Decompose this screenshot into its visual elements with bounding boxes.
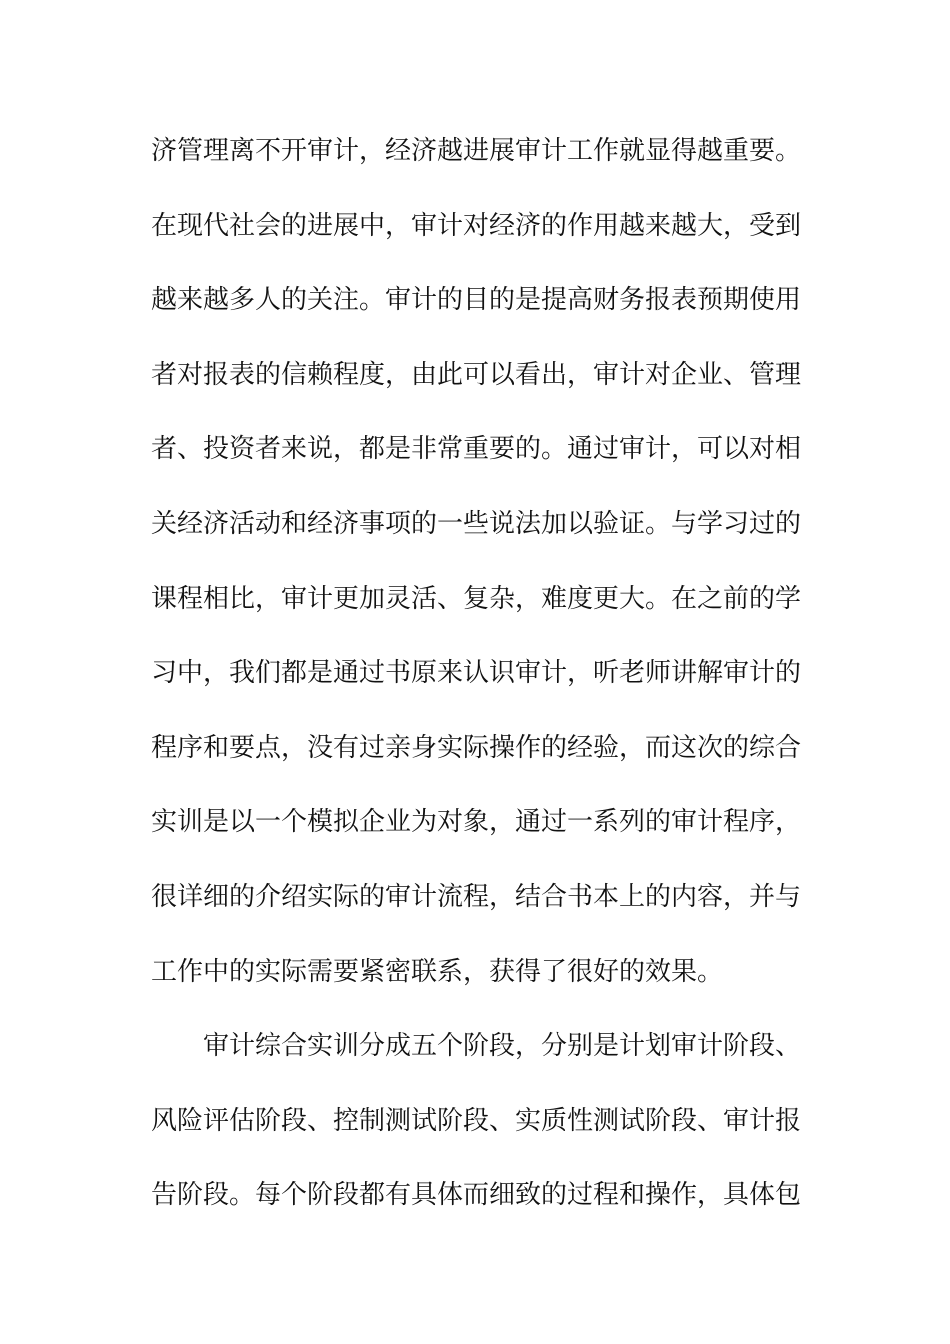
text-line: 工作中的实际需要紧密联系，获得了很好的效果。 [151,956,724,987]
text-line: 越来越多人的关注。审计的目的是提高财务报表预期使用 [151,285,802,316]
paragraph-start-line: 审计综合实训分成五个阶段，分别是计划审计阶段、 [203,1031,802,1062]
text-line: 风险评估阶段、控制测试阶段、实质性测试阶段、审计报 [151,1105,802,1136]
text-line: 课程相比，审计更加灵活、复杂，难度更大。在之前的学 [151,583,802,614]
text-line: 程序和要点，没有过亲身实际操作的经验，而这次的综合 [151,732,802,763]
body-text [151,128,801,1247]
text-line: 告阶段。每个阶段都有具体而细致的过程和操作，具体包 [151,1180,802,1211]
text-line: 实训是以一个模拟企业为对象，通过一系列的审计程序， [151,807,802,838]
text-line: 者对报表的信赖程度，由此可以看出，审计对企业、管理 [151,359,802,390]
text-line: 关经济活动和经济事项的一些说法加以验证。与学习过的 [151,508,802,539]
text-line: 习中，我们都是通过书原来认识审计，听老师讲解审计的 [151,658,802,689]
text-line: 在现代社会的进展中，审计对经济的作用越来越大，受到 [151,210,802,241]
text-line: 者、投资者来说，都是非常重要的。通过审计，可以对相 [151,434,802,465]
text-line: 济管理离不开审计，经济越进展审计工作就显得越重要。 [151,136,802,166]
text-line: 很详细的介绍实际的审计流程，结合书本上的内容，并与 [151,881,802,912]
